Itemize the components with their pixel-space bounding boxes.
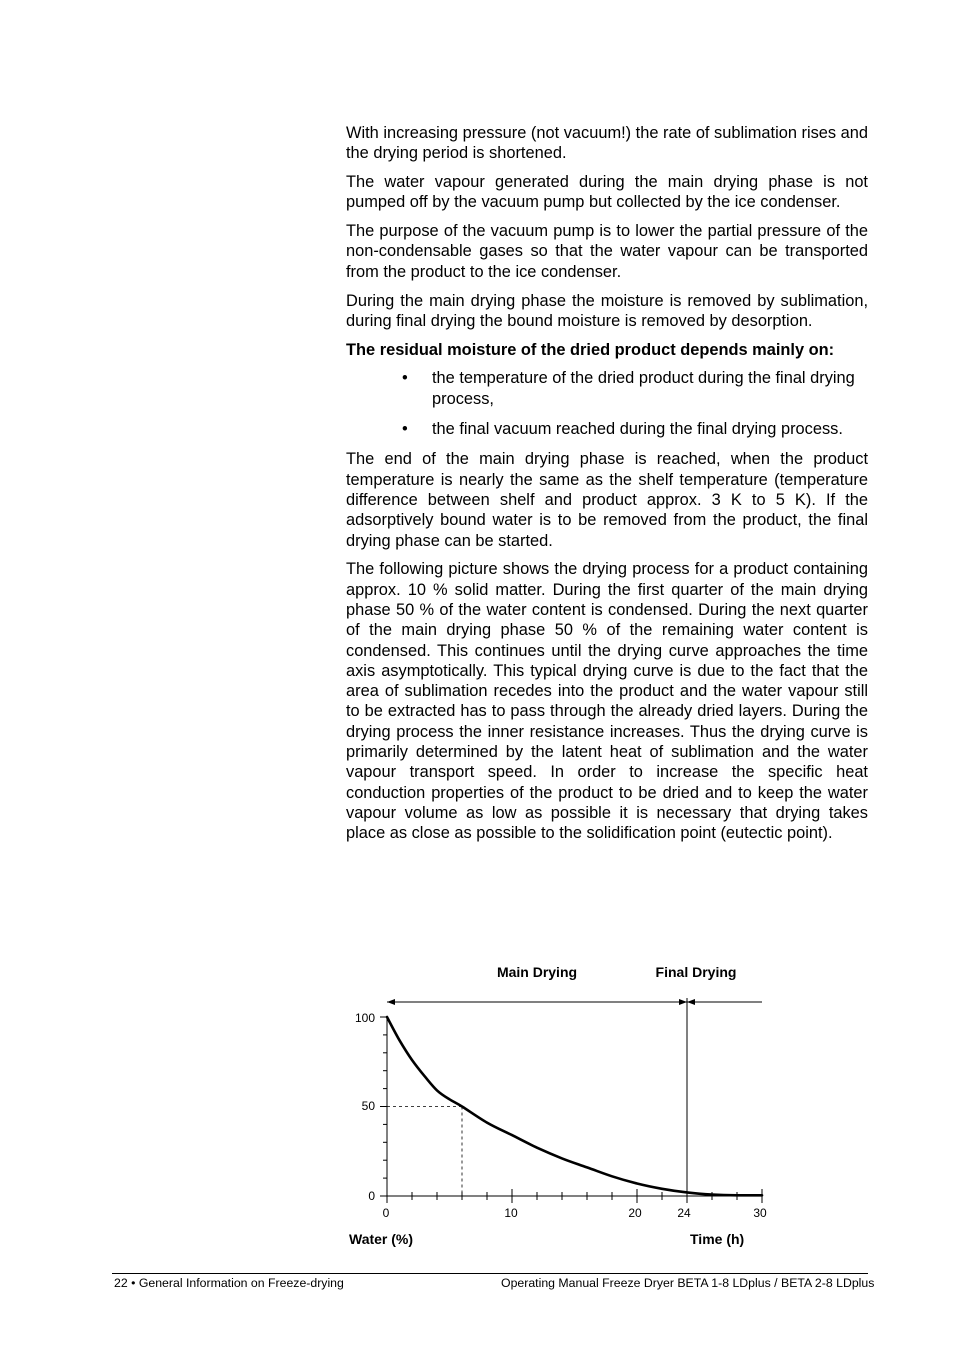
x-tick-label: 24 xyxy=(677,1206,691,1220)
x-axis-title: Time (h) xyxy=(690,1231,745,1247)
body-text xyxy=(346,123,868,852)
list-item xyxy=(402,419,868,439)
paragraph: The following picture shows the drying process for a product containing approx. 10 % solid matter. During the first quarter of the main drying phase 50 % of the water content is condensed. During the next quarter of the main drying phase 50 % of the remaining water content is condensed. This continues until the drying curve approaches the time axis asymptotically. This typical drying curve is due to the fact that the area of sublimation recedes into the product and the water vapour still to be extracted has to pass through the already dried layers. During the drying process the inner resistance increases. Thus the drying curve is primarily determined by the latent heat of sublimation and the water vapour transport speed. In order to increase the specific heat conduction properties of the product to be dried and to keep the water vapour volume as low as possible it is necessary that drying takes place as close as possible to the solidification point (eutectic point). xyxy=(346,560,868,843)
phase-label-main: Main Drying xyxy=(496,964,578,980)
arrow-right-icon xyxy=(679,999,687,1005)
paragraph: During the main drying phase the moisture is removed by sublimation, during final drying the bound moisture is removed by desorption. xyxy=(346,291,868,330)
y-tick-label: 100 xyxy=(354,1011,375,1025)
paragraph: The water vapour generated during the main drying phase is not pumped off by the vacuum pump but collected by the ice condenser. xyxy=(346,173,868,212)
drying-curve-figure xyxy=(346,958,776,1253)
list-item-text: the final vacuum reached during the final drying process. xyxy=(432,420,843,439)
section-heading: The residual moisture of the dried product depends mainly on: xyxy=(346,340,835,359)
bullet-icon: • xyxy=(402,369,408,388)
arrow-left-icon xyxy=(687,999,695,1005)
bullet-icon: • xyxy=(402,420,408,439)
bullet-list xyxy=(346,368,868,439)
paragraph: With increasing pressure (not vacuum!) the rate of sublimation rises and the drying period is shortened. xyxy=(346,124,869,163)
paragraph: The end of the main drying phase is reached, when the product temperature is nearly the same as the shelf temperature (temperature difference between shelf and product approx. 3 K to 5 K). If the adsorptively bound water is to be removed from the product, the final drying phase can be started. xyxy=(346,450,868,550)
x-tick-label: 20 xyxy=(628,1206,642,1220)
y-tick-label: 50 xyxy=(361,1099,375,1113)
paragraph: The purpose of the vacuum pump is to lower the partial pressure of the non-condensable gases so that the water vapour can be transported from the product to the ice condenser. xyxy=(346,222,868,281)
phase-label-final: Final Drying xyxy=(655,964,737,980)
drying-curve-chart xyxy=(346,958,776,1253)
x-tick-label: 10 xyxy=(504,1206,518,1220)
list-item xyxy=(402,368,868,409)
list-item-text: the temperature of the dried product during the final drying process, xyxy=(432,369,855,408)
y-axis-title: Water (%) xyxy=(349,1231,414,1247)
footer-right-text: Operating Manual Freeze Dryer BETA 1-8 LDplus / BETA 2-8 LDplus xyxy=(501,1276,875,1290)
footer-divider xyxy=(112,1273,868,1274)
y-tick-label: 0 xyxy=(368,1189,375,1203)
footer-left-text: 22 • General Information on Freeze-drying xyxy=(114,1276,344,1290)
x-tick-label: 0 xyxy=(382,1206,390,1220)
arrow-left-icon xyxy=(387,999,395,1005)
x-tick-label: 30 xyxy=(753,1206,767,1220)
